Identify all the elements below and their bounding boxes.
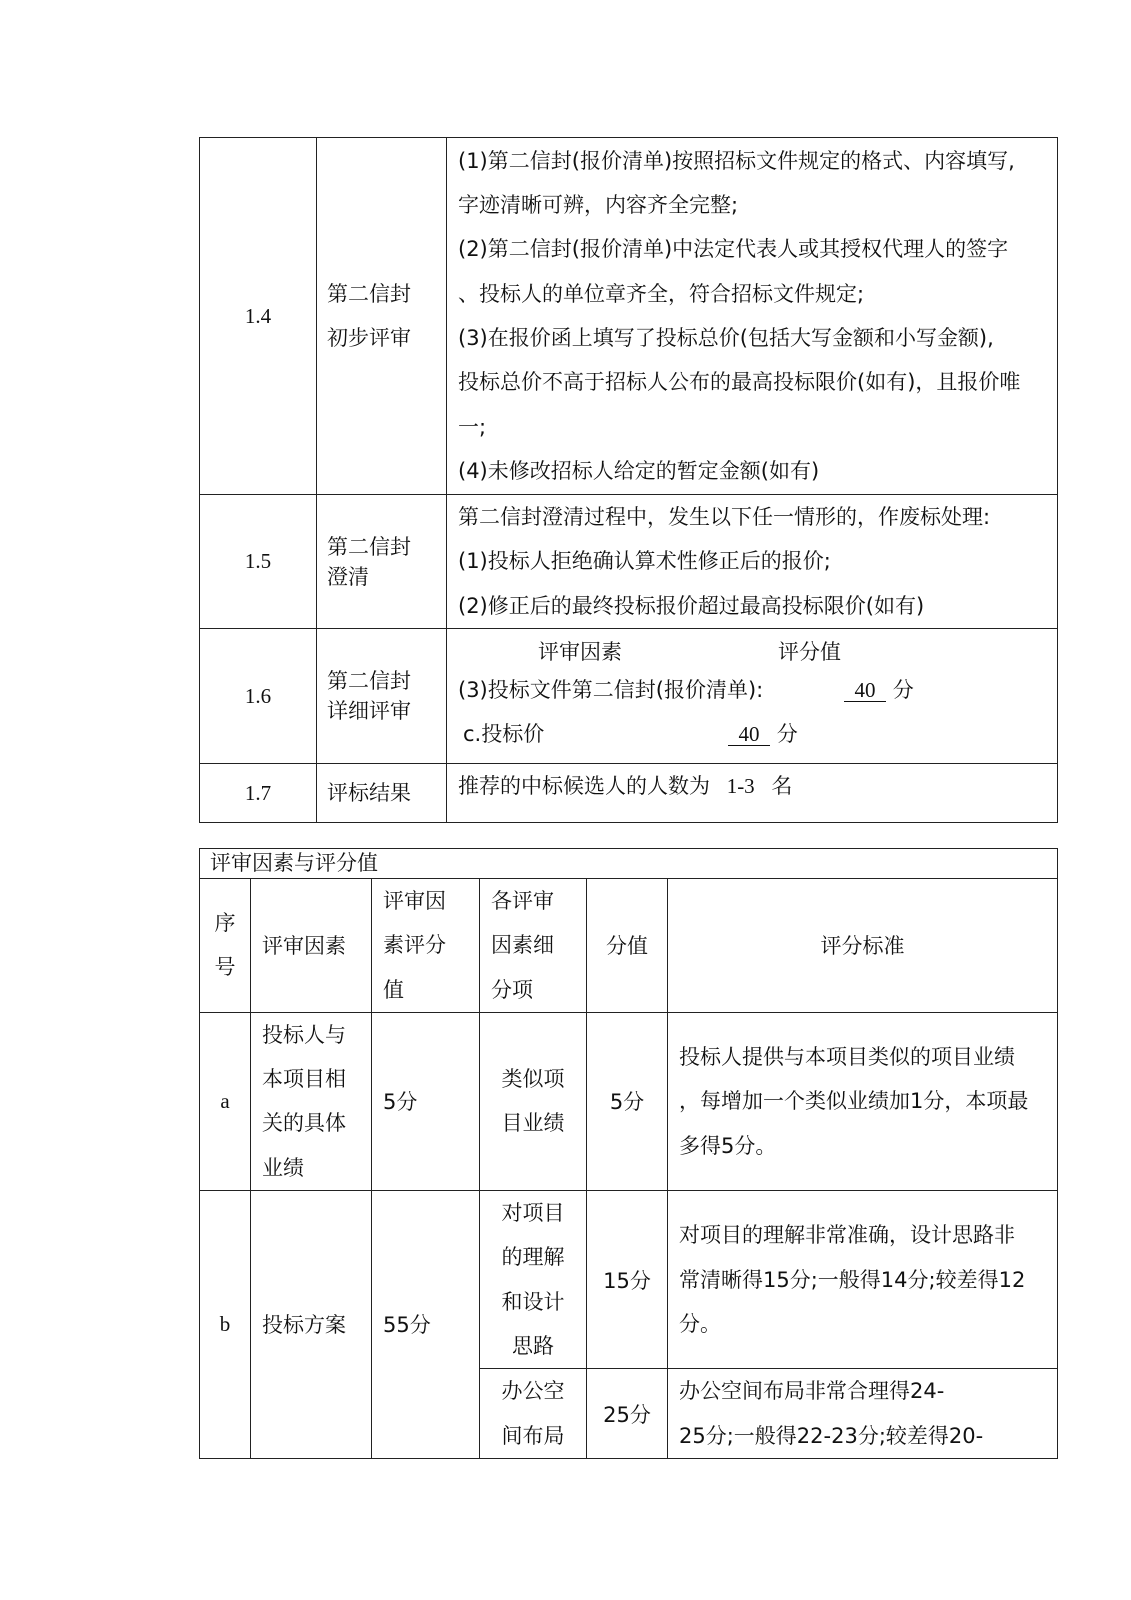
table-caption: 评审因素与评分值 xyxy=(200,849,1058,879)
row-seq: a xyxy=(200,1012,251,1190)
content-line: (2)第二信封(报价清单)中法定代表人或其授权代理人的签字 xyxy=(458,237,1009,262)
score-header xyxy=(458,636,1047,668)
row-title-line: 详细评审 xyxy=(327,699,411,723)
content-line: (1)投标人拒绝确认算术性修正后的报价; xyxy=(458,549,831,574)
table-row xyxy=(200,495,1058,629)
table-row xyxy=(200,629,1058,764)
header-sub-item: 各评审 因素细 分项 xyxy=(480,879,587,1013)
row-criteria: 投标人提供与本项目类似的项目业绩 ，每增加一个类似业绩加1分，本项最 多得5分。 xyxy=(668,1012,1058,1190)
evaluation-procedure-table xyxy=(199,137,1058,823)
row-number: 1.6 xyxy=(200,629,317,764)
content-line: 第二信封澄清过程中，发生以下任一情形的，作废标处理: xyxy=(458,505,991,530)
table-header-row xyxy=(200,879,1058,1013)
row-criteria: 办公空间布局非常合理得24- 25分;一般得22-23分;较差得20- xyxy=(668,1369,1058,1459)
row-factor-score: 5分 xyxy=(372,1012,480,1190)
header-factor-score: 评审因 素评分 值 xyxy=(372,879,480,1013)
row-sub-item: 对项目 的理解 和设计 思路 xyxy=(480,1191,587,1369)
row-title-line: 澄清 xyxy=(327,564,369,589)
table-row xyxy=(200,138,1058,495)
row-title: 评标结果 xyxy=(317,764,447,823)
row-criteria: 对项目的理解非常准确，设计思路非 常清晰得15分;一般得14分;较差得12 分。 xyxy=(668,1191,1058,1369)
row-score: 25分 xyxy=(587,1369,668,1459)
scoring-criteria-table xyxy=(199,848,1058,1459)
content-line: (1)第二信封(报价清单)按照招标文件规定的格式、内容填写, xyxy=(458,148,1015,173)
content-line: 投标总价不高于招标人公布的最高投标限价(如有)，且报价唯 xyxy=(458,370,1021,395)
row-score: 15分 xyxy=(587,1191,668,1369)
content-line: (4)未修改招标人给定的暂定金额(如有) xyxy=(458,458,820,483)
score-item xyxy=(458,712,1047,756)
row-title-line: 第二信封 xyxy=(327,669,411,693)
content-line: (2)修正后的最终投标报价超过最高投标限价(如有) xyxy=(458,593,925,618)
header-factor: 评审因素 xyxy=(538,640,622,664)
row-content xyxy=(447,764,1058,823)
row-sub-item: 办公空 间布局 xyxy=(480,1369,587,1459)
score-item xyxy=(458,668,1047,712)
content-line: (3)在报价函上填写了投标总价(包括大写金额和小写金额), xyxy=(458,326,994,350)
row-title-line: 第二信封 xyxy=(327,534,411,559)
header-seq: 序 号 xyxy=(200,879,251,1013)
row-factor-score: 55分 xyxy=(372,1191,480,1459)
header-score: 评分值 xyxy=(778,640,841,664)
content-line: 、投标人的单位章齐全，符合招标文件规定; xyxy=(458,281,865,306)
row-number: 1.4 xyxy=(200,138,317,495)
row-number: 1.7 xyxy=(200,764,317,823)
content-line: 一; xyxy=(458,414,487,439)
result-unit: 名 xyxy=(771,774,793,798)
score-item-value: 40 分 xyxy=(738,722,798,746)
score-item-label: c.投标价 xyxy=(463,722,545,746)
table-row xyxy=(200,1191,1058,1369)
row-title xyxy=(317,629,447,764)
row-content xyxy=(447,495,1058,629)
row-content xyxy=(447,138,1058,495)
row-factor: 投标人与 本项目相 关的具体 业绩 xyxy=(251,1012,372,1190)
score-item-value: 40 分 xyxy=(854,678,914,702)
row-number: 1.5 xyxy=(200,495,317,629)
content-line: 字迹清晰可辨，内容齐全完整; xyxy=(458,193,739,218)
score-item-label: (3)投标文件第二信封(报价清单): xyxy=(458,678,764,702)
row-content xyxy=(447,629,1058,764)
table-row xyxy=(200,764,1058,823)
row-title xyxy=(317,495,447,629)
row-score: 5分 xyxy=(587,1012,668,1190)
row-sub-item: 类似项 目业绩 xyxy=(480,1012,587,1190)
header-score: 分值 xyxy=(587,879,668,1013)
table-row xyxy=(200,1012,1058,1190)
header-criteria: 评分标准 xyxy=(668,879,1058,1013)
row-factor: 投标方案 xyxy=(251,1191,372,1459)
result-text: 推荐的中标候选人的人数为 xyxy=(458,774,710,798)
result-count: 1-3 xyxy=(726,774,755,798)
row-title xyxy=(317,138,447,495)
header-factor: 评审因素 xyxy=(251,879,372,1013)
row-title-line: 初步评审 xyxy=(327,326,411,350)
row-seq: b xyxy=(200,1191,251,1459)
row-title-line: 第二信封 xyxy=(327,282,411,306)
